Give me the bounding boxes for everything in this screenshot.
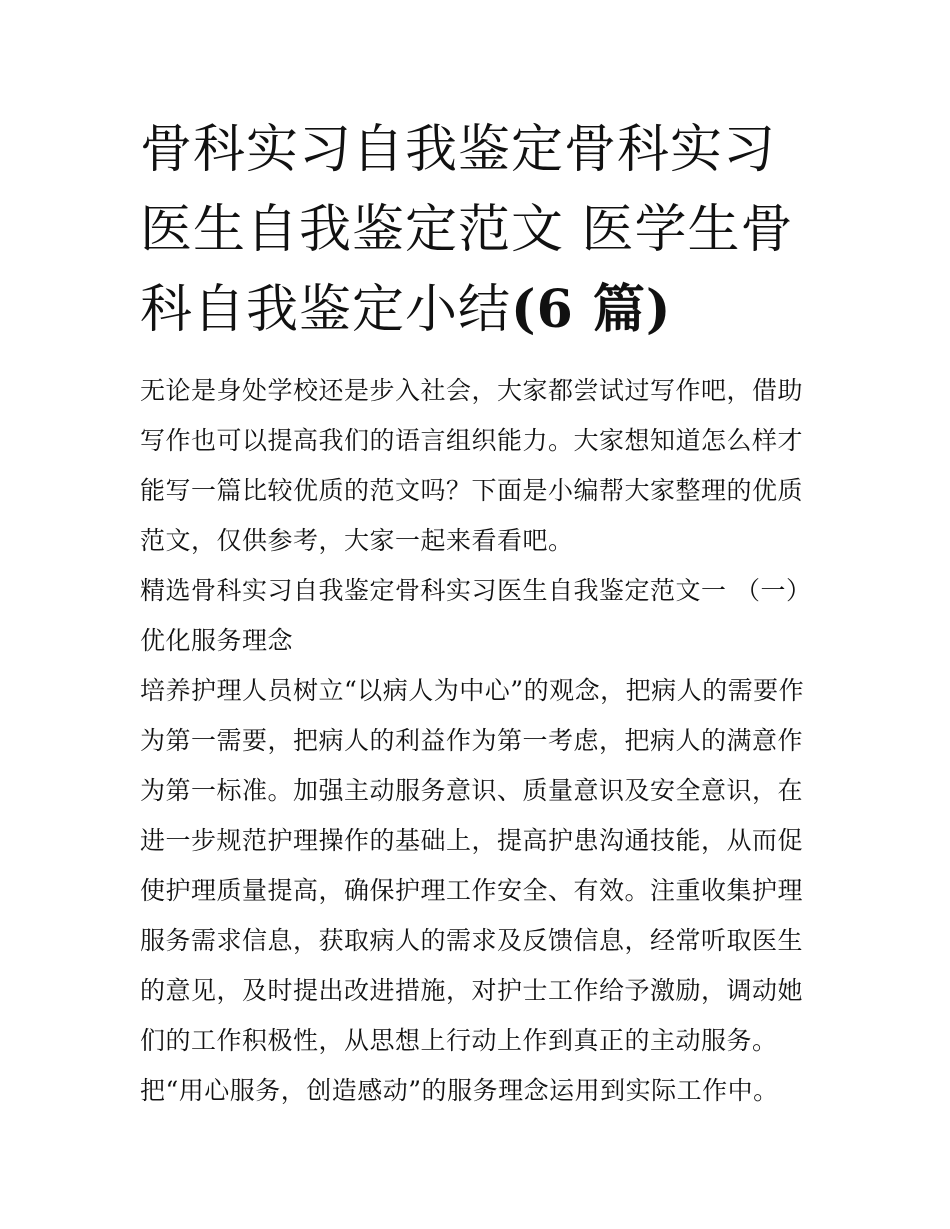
document-content bbox=[140, 110, 820, 1116]
intro-paragraph: 无论是身处学校还是步入社会，大家都尝试过写作吧，借助写作也可以提高我们的语言组织能力。大家想知道怎么样才能写一篇比较优质的范文吗？下面是小编帮大家整理的优质范文，仅供参考，大家一起来看看吧。 bbox=[140, 376, 804, 555]
body-paragraph: 培养护理人员树立“以病人为中心”的观念，把病人的需要作为第一需要，把病人的利益作为第一考虑，把病人的满意作为第一标准。加强主动服务意识、质量意识及安全意识，在进一步规范护理操作的基础上，提高护患沟通技能，从而促使护理质量提高，确保护理工作安全、有效。注重收集护理服务需求信息，获取病人的需求及反馈信息，经常听取医生的意见，及时提出改进措施，对护士工作给予激励，调动她们的工作积极性，从思想上行动上作到真正的主动服务。把“用心服务，创造感动”的服务理念运用到实际工作中。 bbox=[140, 676, 805, 1105]
subheading: 优化服务理念 bbox=[140, 626, 294, 655]
section-title: 精选骨科实习自我鉴定骨科实习医生自我鉴定范文一 （一） bbox=[140, 576, 812, 605]
document-title bbox=[140, 110, 820, 350]
title-main-text: 骨科实习自我鉴定骨科实习医生自我鉴定范文 医学生骨科自我鉴定小结 bbox=[140, 120, 794, 340]
title-suffix-text: (6 篇) bbox=[511, 279, 672, 340]
